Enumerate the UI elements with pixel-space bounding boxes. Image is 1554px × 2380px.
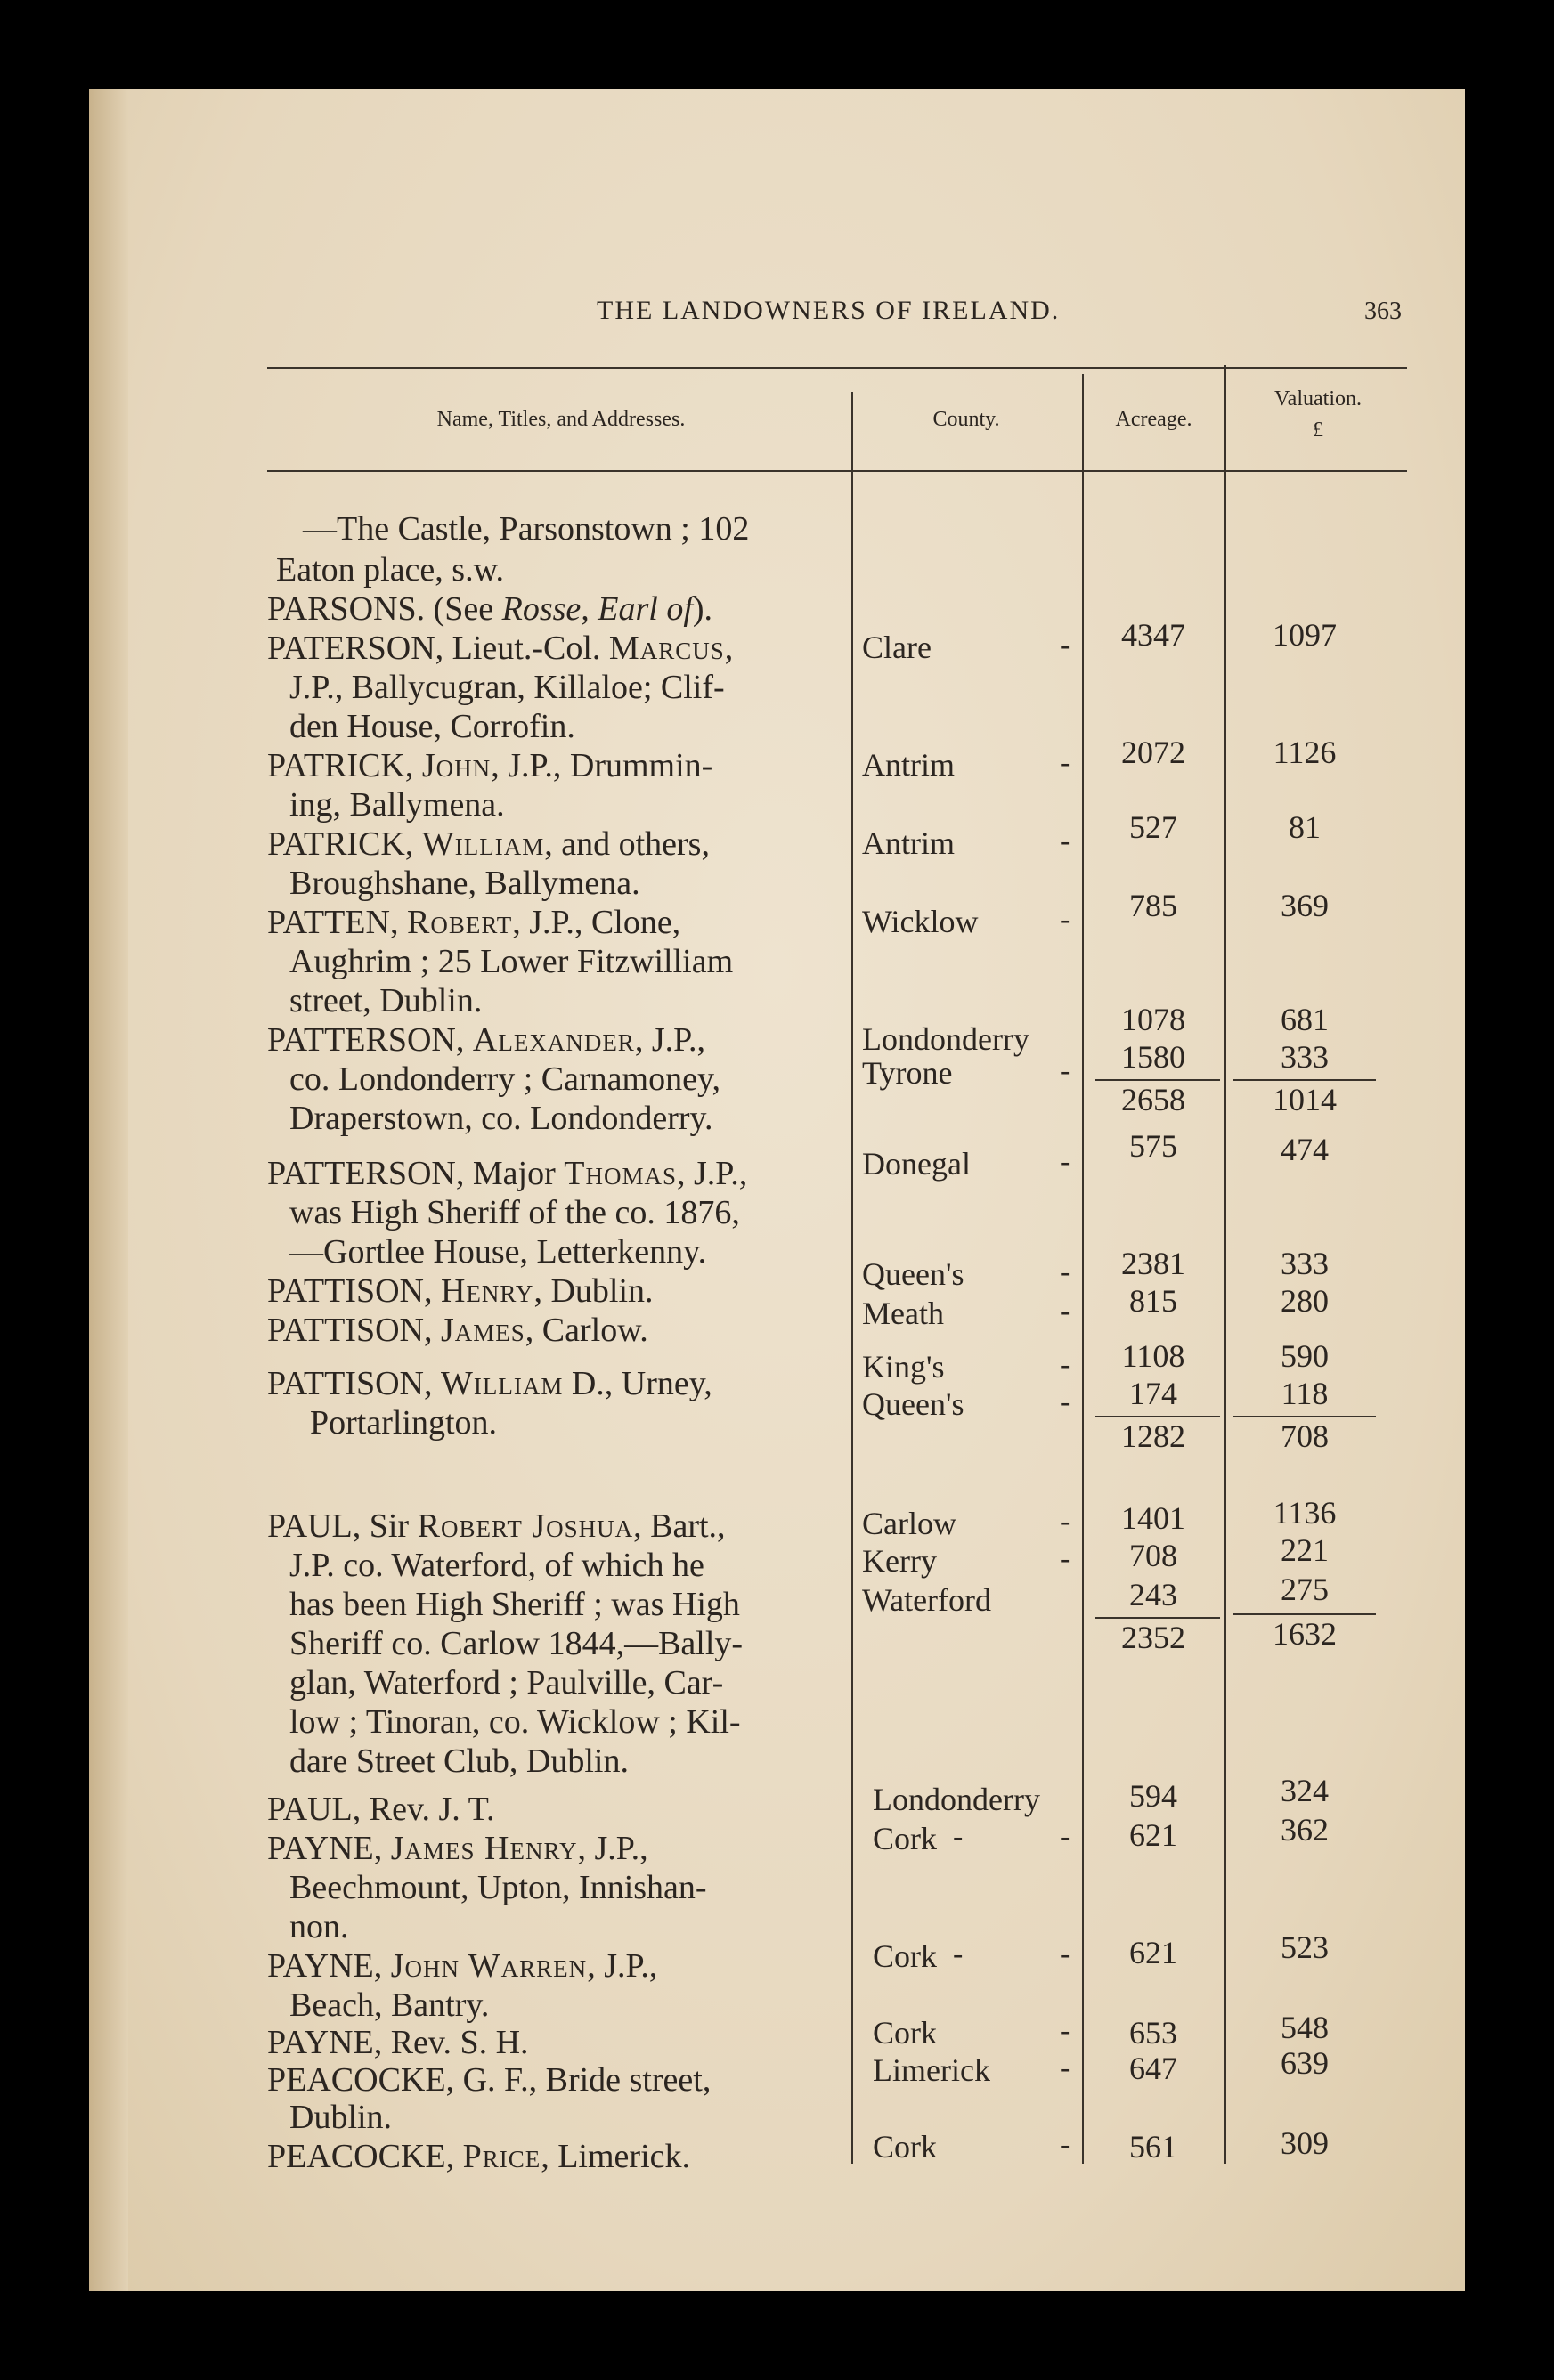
entry-line: J.P. co. Waterford, of which he bbox=[289, 1547, 704, 1584]
column-header-county: County. bbox=[932, 408, 1000, 431]
entry-line: PEACOCKE, G. F., Bride street, bbox=[267, 2061, 712, 2099]
acreage-cell: 243 bbox=[1129, 1577, 1177, 1612]
valuation-cell: 681 bbox=[1281, 1002, 1329, 1037]
entry-line: Sheriff co. Carlow 1844,—Bally- bbox=[289, 1625, 744, 1662]
valuation-cell: 275 bbox=[1281, 1572, 1329, 1607]
entry-line: PATTISON, James, Carlow. bbox=[267, 1312, 648, 1349]
acreage-cell: 575 bbox=[1129, 1128, 1177, 1164]
entry-line: Beach, Bantry. bbox=[289, 1986, 490, 2024]
dash: - bbox=[1060, 1295, 1070, 1328]
top-rule bbox=[267, 367, 1407, 369]
entry-line: Dublin. bbox=[289, 2099, 393, 2136]
valuation-cell: 1126 bbox=[1273, 735, 1337, 770]
valuation-cell: 1136 bbox=[1273, 1495, 1337, 1531]
acreage-cell: 527 bbox=[1129, 809, 1177, 845]
county-cell: King's bbox=[862, 1349, 945, 1385]
county-cell: Londonderry bbox=[873, 1782, 1040, 1817]
acreage-total: 1282 bbox=[1121, 1418, 1185, 1454]
valuation-cell: 523 bbox=[1281, 1929, 1329, 1965]
entry-line: PEACOCKE, Price, Limerick. bbox=[267, 2138, 690, 2175]
entry-line: Broughshane, Ballymena. bbox=[289, 865, 640, 902]
county-cell: Cork bbox=[873, 2129, 937, 2165]
entry-line: Draperstown, co. Londonderry. bbox=[289, 1100, 713, 1137]
acreage-cell: 174 bbox=[1129, 1376, 1177, 1411]
county-cell: Londonderry bbox=[862, 1021, 1029, 1057]
entry-line: Eaton place, s.w. bbox=[276, 551, 505, 589]
county-cell: Antrim bbox=[862, 747, 955, 783]
entry-line: —The Castle, Parsonstown ; 102 bbox=[303, 510, 750, 548]
dash: - bbox=[1060, 746, 1070, 779]
dash: - bbox=[1060, 1937, 1070, 1970]
valuation-cell: 369 bbox=[1281, 888, 1329, 923]
acreage-total: 2352 bbox=[1121, 1620, 1185, 1655]
county-cell: Meath bbox=[862, 1296, 944, 1331]
entry-line: den House, Corrofin. bbox=[289, 708, 575, 745]
divider-county bbox=[851, 392, 853, 2164]
valuation-cell: 1097 bbox=[1273, 617, 1337, 653]
entry-line: glan, Waterford ; Paulville, Car- bbox=[289, 1664, 724, 1702]
county-cell: Antrim bbox=[862, 825, 955, 861]
divider-valuation bbox=[1224, 365, 1226, 2164]
dash: - bbox=[1060, 629, 1070, 662]
entry-line: Beechmount, Upton, Innishan- bbox=[289, 1869, 707, 1906]
valuation-cell: 590 bbox=[1281, 1338, 1329, 1374]
entry-line: PATRICK, William, and others, bbox=[267, 825, 710, 863]
book-page bbox=[89, 89, 1465, 2291]
column-header-acreage: Acreage. bbox=[1115, 408, 1192, 431]
page-spine bbox=[89, 89, 128, 2291]
entry-line: street, Dublin. bbox=[289, 982, 483, 1019]
dash: - bbox=[1060, 1505, 1070, 1538]
column-header-valuation-unit: £ bbox=[1313, 418, 1323, 442]
county-cell: Cork bbox=[873, 1938, 937, 1974]
dash: - bbox=[1060, 1542, 1070, 1575]
county-cell: Cork bbox=[873, 1821, 937, 1856]
acreage-cell: 561 bbox=[1129, 2129, 1177, 2165]
entry-line: PAYNE, James Henry, J.P., bbox=[267, 1830, 648, 1867]
county-cell: Cork bbox=[873, 2015, 937, 2051]
entry-line: PARSONS. (See Rosse, Earl of). bbox=[267, 590, 713, 628]
acreage-cell: 647 bbox=[1129, 2051, 1177, 2086]
county-cell: Queen's bbox=[862, 1386, 964, 1422]
valuation-cell: 333 bbox=[1281, 1246, 1329, 1281]
county-cell: Tyrone bbox=[862, 1055, 953, 1091]
entry-line: PATTEN, Robert, J.P., Clone, bbox=[267, 904, 681, 941]
valuation-cell: 118 bbox=[1281, 1376, 1329, 1411]
entry-line: PATRICK, John, J.P., Drummin- bbox=[267, 747, 713, 784]
valuation-cell: 362 bbox=[1281, 1812, 1329, 1848]
acreage-total: 2658 bbox=[1121, 1082, 1185, 1117]
entry-line: ing, Ballymena. bbox=[289, 786, 505, 824]
acreage-cell: 1580 bbox=[1121, 1039, 1185, 1075]
acreage-cell: 785 bbox=[1129, 888, 1177, 923]
valuation-cell: 81 bbox=[1289, 809, 1321, 845]
county-cell: Carlow bbox=[862, 1506, 956, 1541]
entry-line: co. Londonderry ; Carnamoney, bbox=[289, 1060, 720, 1098]
county-cell: Wicklow bbox=[862, 904, 979, 939]
valuation-cell: 639 bbox=[1281, 2045, 1329, 2081]
entry-line: non. bbox=[289, 1908, 349, 1945]
page-number: 363 bbox=[1364, 297, 1402, 325]
valuation-cell: 280 bbox=[1281, 1283, 1329, 1319]
valuation-cell: 333 bbox=[1281, 1039, 1329, 1075]
entry-line: has been High Sheriff ; was High bbox=[289, 1586, 740, 1623]
acreage-cell: 1401 bbox=[1121, 1500, 1185, 1536]
valuation-total: 1014 bbox=[1273, 1082, 1337, 1117]
dash: - bbox=[953, 1820, 964, 1853]
dash: - bbox=[1060, 1348, 1070, 1381]
dash: - bbox=[1060, 1054, 1070, 1087]
entry-line: PATTERSON, Alexander, J.P., bbox=[267, 1021, 706, 1059]
acreage-cell: 621 bbox=[1129, 1817, 1177, 1853]
dash: - bbox=[1060, 903, 1070, 936]
running-title: THE LANDOWNERS OF IRELAND. bbox=[597, 296, 1061, 325]
dash: - bbox=[1060, 2014, 1070, 2047]
dash: - bbox=[1060, 824, 1070, 857]
acreage-cell: 594 bbox=[1129, 1778, 1177, 1814]
acreage-cell: 1108 bbox=[1121, 1338, 1185, 1374]
dash: - bbox=[1060, 1820, 1070, 1853]
entry-line: Portarlington. bbox=[310, 1404, 498, 1442]
entry-line: —Gortlee House, Letterkenny. bbox=[289, 1233, 707, 1271]
acreage-cell: 4347 bbox=[1121, 617, 1185, 653]
county-cell: Queen's bbox=[862, 1256, 964, 1292]
dash: - bbox=[953, 1937, 964, 1970]
entry-line: PATERSON, Lieut.-Col. Marcus, bbox=[267, 630, 735, 667]
entry-line: PATTERSON, Major Thomas, J.P., bbox=[267, 1155, 748, 1192]
county-cell: Waterford bbox=[862, 1582, 992, 1618]
valuation-cell: 474 bbox=[1281, 1132, 1329, 1167]
acreage-cell: 653 bbox=[1129, 2015, 1177, 2051]
entry-line: PAYNE, Rev. S. H. bbox=[267, 2024, 529, 2061]
county-cell: Donegal bbox=[862, 1146, 971, 1182]
acreage-cell: 2072 bbox=[1121, 735, 1185, 770]
divider-acreage bbox=[1082, 374, 1084, 2164]
valuation-total: 1632 bbox=[1273, 1616, 1337, 1652]
dash: - bbox=[1060, 2128, 1070, 2161]
valuation-cell: 221 bbox=[1281, 1532, 1329, 1568]
entry-line: PATTISON, Henry, Dublin. bbox=[267, 1272, 654, 1310]
valuation-cell: 548 bbox=[1281, 2010, 1329, 2045]
dash: - bbox=[1060, 1385, 1070, 1418]
entry-line: dare Street Club, Dublin. bbox=[289, 1742, 629, 1780]
entry-line: PAYNE, John Warren, J.P., bbox=[267, 1947, 658, 1985]
acreage-cell: 621 bbox=[1129, 1935, 1177, 1970]
acreage-cell: 815 bbox=[1129, 1283, 1177, 1319]
entry-line: J.P., Ballycugran, Killaloe; Clif- bbox=[289, 669, 725, 706]
valuation-total: 708 bbox=[1281, 1418, 1329, 1454]
entry-line: Aughrim ; 25 Lower Fitzwilliam bbox=[289, 943, 734, 980]
county-cell: Clare bbox=[862, 630, 932, 665]
county-cell: Kerry bbox=[862, 1543, 937, 1579]
county-cell: Limerick bbox=[873, 2052, 990, 2088]
header-bottom-rule bbox=[267, 470, 1407, 472]
valuation-cell: 324 bbox=[1281, 1773, 1329, 1808]
dash: - bbox=[1060, 1145, 1070, 1178]
entry-line: PATTISON, William D., Urney, bbox=[267, 1365, 712, 1402]
dash: - bbox=[1060, 1255, 1070, 1288]
acreage-cell: 708 bbox=[1129, 1538, 1177, 1573]
column-header-name: Name, Titles, and Addresses. bbox=[436, 408, 686, 431]
acreage-cell: 2381 bbox=[1121, 1246, 1185, 1281]
acreage-cell: 1078 bbox=[1121, 1002, 1185, 1037]
entry-line: was High Sheriff of the co. 1876, bbox=[289, 1194, 740, 1231]
entry-line: low ; Tinoran, co. Wicklow ; Kil- bbox=[289, 1703, 741, 1741]
valuation-cell: 309 bbox=[1281, 2125, 1329, 2161]
entry-line: PAUL, Rev. J. T. bbox=[267, 1791, 495, 1828]
entry-line: PAUL, Sir Robert Joshua, Bart., bbox=[267, 1507, 726, 1545]
dash: - bbox=[1060, 2051, 1070, 2084]
column-header-valuation: Valuation. bbox=[1274, 387, 1362, 410]
